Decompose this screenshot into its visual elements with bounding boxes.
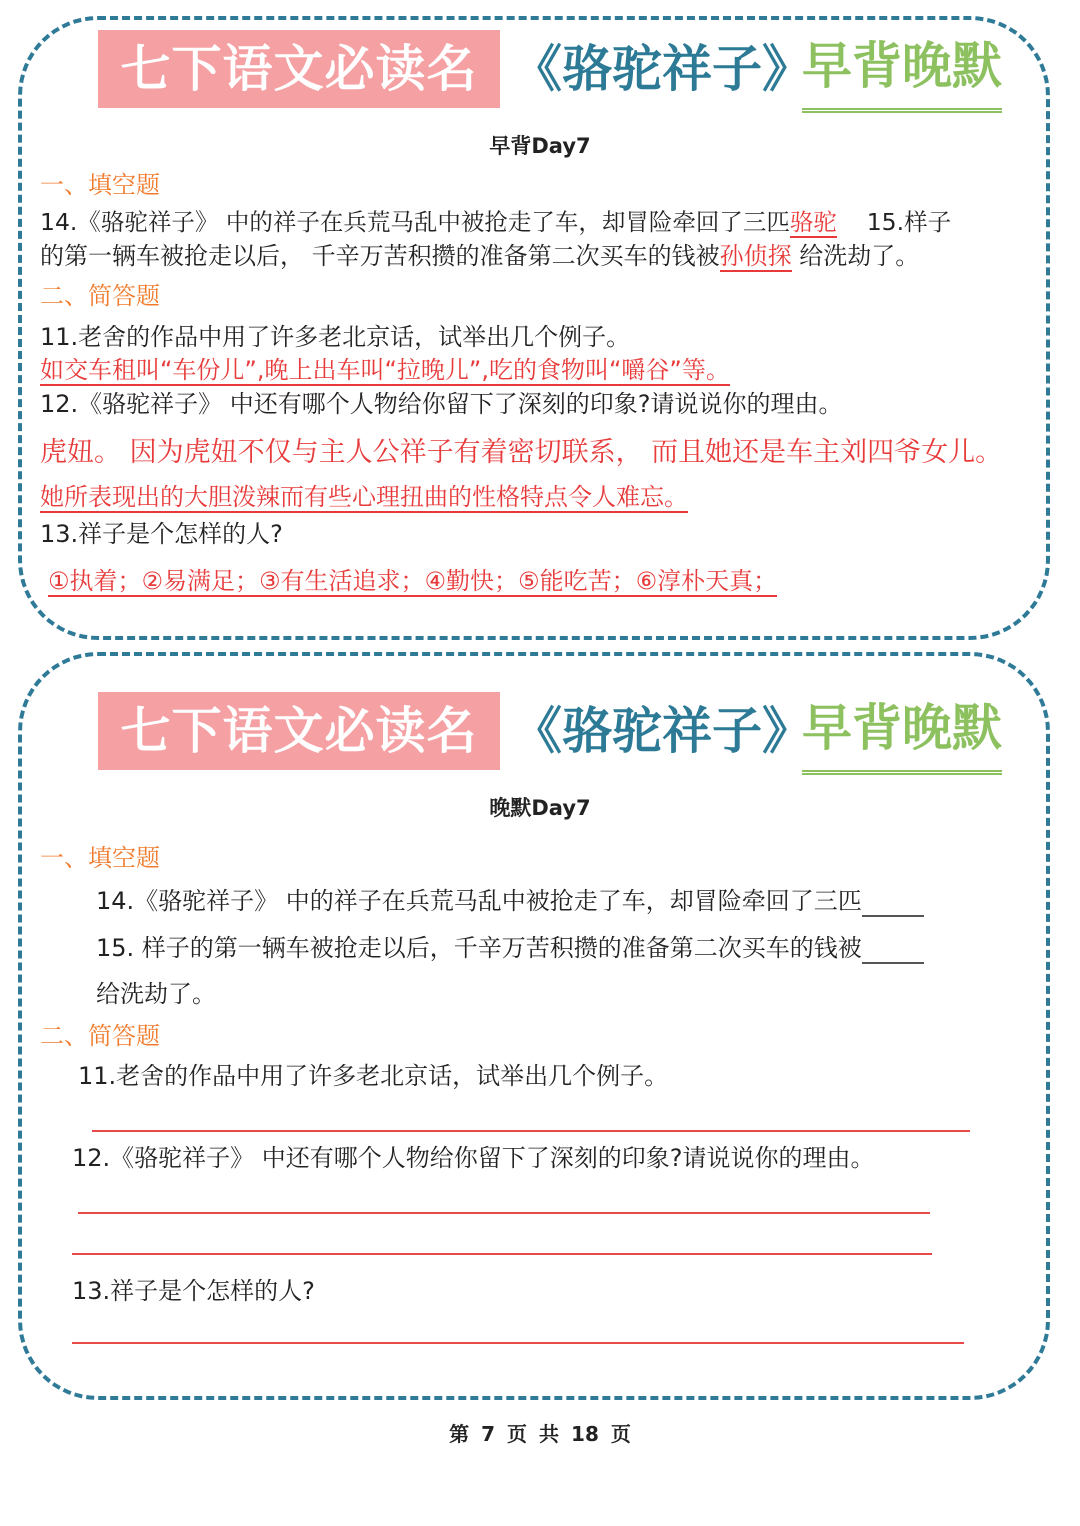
morning-section-short-answer: 二、简答题 [40,282,160,310]
evening-q13: 13.祥子是个怎样的人? [72,1277,315,1305]
header-grade-label: 七下语文必读名著 [98,30,500,108]
evening-q12: 12.《骆驼祥子》 中还有哪个人物给你留下了深刻的印象?请说说你的理由。 [72,1144,875,1172]
evening-q15-line2: 给洗劫了。 [96,980,216,1008]
footer-di: 第 [449,1422,470,1446]
morning-q15-suffix: 给洗劫了。 [791,242,920,270]
morning-q11: 11.老舍的作品中用了许多老北京话，试举出几个例子。 [40,323,631,351]
header-morning-evening: 早背晚默 [802,30,1002,113]
evening-q14 [96,885,924,917]
evening-q11: 11.老舍的作品中用了许多老北京话，试举出几个例子。 [78,1062,669,1090]
morning-section-fill-blank: 一、填空题 [40,171,160,199]
morning-a11-text: 如交车租叫“车份儿”,晚上出车叫“拉晚儿”,吃的食物叫“嚼谷”等。 [40,356,730,384]
evening-a12-answer-line-1[interactable] [78,1212,930,1214]
evening-a11-answer-line[interactable] [92,1130,970,1132]
evening-section-fill-blank: 一、填空题 [40,844,160,872]
footer-gong: 共 [539,1422,560,1446]
footer-ye2: 页 [610,1422,631,1446]
morning-q15-answer: 孙侦探 [719,242,792,270]
footer-page-number: 7 [481,1422,496,1446]
footer-total-pages: 18 [571,1422,599,1446]
morning-q15-prefix: 15.样子 [866,208,952,236]
morning-q15-text: 的第一辆车被抢走以后， 千辛万苦积攒的准备第二次买车的钱被 [40,242,720,270]
morning-q13: 13.祥子是个怎样的人? [40,520,283,548]
footer-ye: 页 [507,1422,528,1446]
morning-q15 [40,240,919,272]
morning-q14 [40,206,951,238]
page-footer [0,1418,1080,1447]
morning-a11 [40,354,730,386]
morning-a12-line2 [40,481,688,513]
evening-q15-blank[interactable] [862,936,924,964]
morning-a13 [48,565,777,597]
header-book-title: 《骆驼祥子》 [512,702,812,760]
evening-a13-answer-line[interactable] [72,1342,964,1344]
evening-day-title: 晚默Day7 [489,796,591,820]
evening-section-short-answer: 二、简答题 [40,1022,160,1050]
morning-a13-text: ①执着；②易满足；③有生活追求；④勤快；⑤能吃苦；⑥淳朴天真； [48,567,778,595]
header-book-title: 《骆驼祥子》 [512,40,812,98]
morning-q14-answer: 骆驼 [789,208,837,236]
header-morning-evening: 早背晚默 [802,692,1002,775]
morning-a12-line1: 虎妞。 因为虎妞不仅与主人公祥子有着密切联系， 而且她还是车主刘四爷女儿。 [40,437,1003,468]
evening-q14-blank[interactable] [862,889,924,917]
evening-a12-answer-line-2[interactable] [72,1253,932,1255]
morning-q14-text: 14.《骆驼祥子》 中的祥子在兵荒马乱中被抢走了车，却冒险牵回了三匹 [40,208,790,236]
evening-q15 [96,932,924,964]
evening-q14-text: 14.《骆驼祥子》 中的祥子在兵荒马乱中被抢走了车，却冒险牵回了三匹 [96,887,862,915]
morning-q12: 12.《骆驼祥子》 中还有哪个人物给你留下了深刻的印象?请说说你的理由。 [40,390,843,418]
morning-day-title: 早背Day7 [489,134,591,158]
header-grade-label: 七下语文必读名著 [98,692,500,770]
morning-a12-line2-text: 她所表现出的大胆泼辣而有些心理扭曲的性格特点令人难忘。 [40,483,688,511]
evening-q15-text: 15. 样子的第一辆车被抢走以后，千辛万苦积攒的准备第二次买车的钱被 [96,934,862,962]
